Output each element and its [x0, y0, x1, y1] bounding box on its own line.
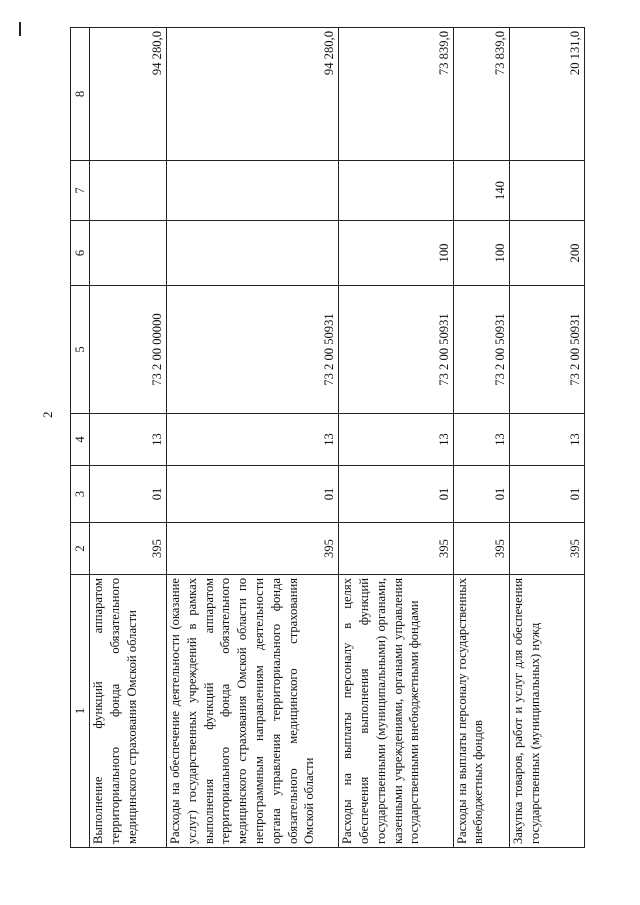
cell-type	[166, 221, 338, 286]
cell-type	[90, 221, 167, 286]
cell-subsection: 13	[510, 414, 585, 466]
cell-target: 73 2 00 50931	[510, 286, 585, 414]
cell-amount: 94 280,0	[90, 28, 167, 161]
cell-target: 73 2 00 50931	[166, 286, 338, 414]
cell-amount: 73 839,0	[453, 28, 510, 161]
cell-subtype	[90, 161, 167, 221]
header-cell: 8	[71, 28, 90, 161]
page-number: 2	[40, 411, 55, 418]
cell-section: 01	[339, 466, 453, 523]
cell-subtype	[510, 161, 585, 221]
table-row	[453, 28, 510, 848]
cell-type: 200	[510, 221, 585, 286]
cell-section: 01	[90, 466, 167, 523]
cell-type: 100	[453, 221, 510, 286]
header-cell: 3	[71, 466, 90, 523]
table-row	[166, 28, 338, 848]
cell-subtype	[166, 161, 338, 221]
cell-code: 395	[453, 523, 510, 575]
cell-section: 01	[510, 466, 585, 523]
table-row	[90, 28, 167, 848]
header-cell: 7	[71, 161, 90, 221]
cell-target: 73 2 00 50931	[339, 286, 453, 414]
item-name: Расходы на выплаты персоналу в целях обеспечения выполнения функций государственными (муниципальными) органами, казенными учреждениями, органами управления государственными внебюджетными фондами	[339, 575, 453, 848]
header-cell: 4	[71, 414, 90, 466]
table-row	[510, 28, 585, 848]
rotated-table-wrapper	[70, 28, 585, 848]
cell-subsection: 13	[90, 414, 167, 466]
header-cell: 5	[71, 286, 90, 414]
budget-table	[70, 27, 585, 848]
header-row	[71, 28, 90, 848]
table-row	[339, 28, 453, 848]
cell-subsection: 13	[339, 414, 453, 466]
header-cell: 2	[71, 523, 90, 575]
cell-target: 73 2 00 00000	[90, 286, 167, 414]
cell-type: 100	[339, 221, 453, 286]
cell-subtype: 140	[453, 161, 510, 221]
cell-subsection: 13	[453, 414, 510, 466]
item-name: Выполнение функций аппаратом территориального фонда обязательного медицинского страхования Омской области	[90, 575, 167, 848]
cell-section: 01	[453, 466, 510, 523]
cell-amount: 73 839,0	[339, 28, 453, 161]
cell-amount: 94 280,0	[166, 28, 338, 161]
cell-subtype	[339, 161, 453, 221]
header-cell: 6	[71, 221, 90, 286]
header-cell: 1	[71, 575, 90, 848]
cell-code: 395	[166, 523, 338, 575]
item-name: Расходы на выплаты персоналу государственных внебюджетных фондов	[453, 575, 510, 848]
cell-section: 01	[166, 466, 338, 523]
cell-code: 395	[339, 523, 453, 575]
cell-subsection: 13	[166, 414, 338, 466]
item-name: Расходы на обеспечение деятельности (оказание услуг) государственных учреждений в рамках выполнения функций аппаратом территориального фонда обязательного медицинского страхования Омской области по непрограммным направлениям деятельности органа управления территориального фонда обязательного медицинского страхования Омской области	[166, 575, 338, 848]
scan-mark	[19, 22, 21, 36]
item-name: Закупка товаров, работ и услуг для обеспечения государственных (муниципальных) нужд	[510, 575, 585, 848]
cell-amount: 20 131,0	[510, 28, 585, 161]
cell-code: 395	[90, 523, 167, 575]
cell-target: 73 2 00 50931	[453, 286, 510, 414]
cell-code: 395	[510, 523, 585, 575]
